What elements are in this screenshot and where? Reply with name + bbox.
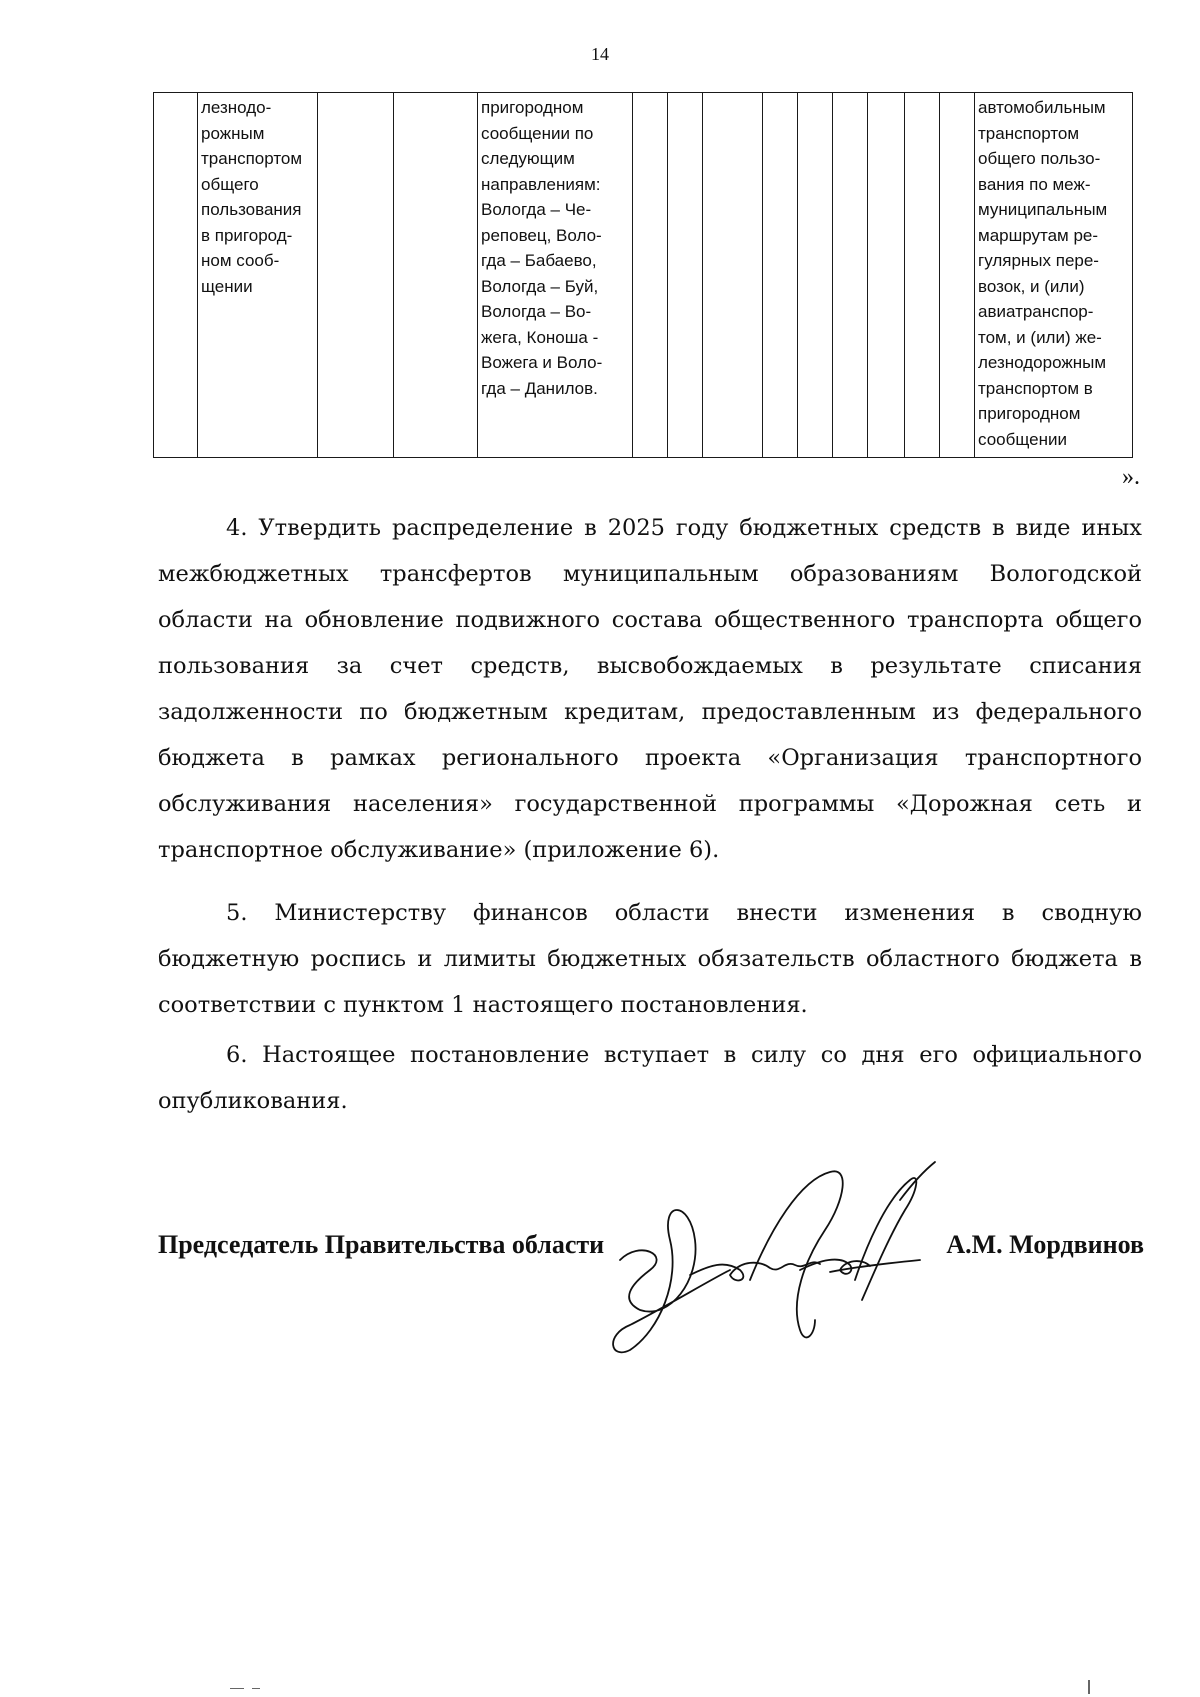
table-row: [154, 93, 1133, 458]
scan-artifact: [252, 1688, 260, 1689]
closing-quote: ».: [1122, 464, 1140, 490]
paragraph-5: 5. Министерству финансов области внести изменения в сводную бюджетную роспись и лимиты бюджетных обязательств областного бюджета в соответствии с пунктом 1 настоящего постановления.: [158, 900, 1142, 1018]
page-number: 14: [591, 44, 609, 64]
table-continuation: [153, 92, 1133, 458]
paragraph-6: 6. Настоящее постановление вступает в силу со дня его официального опубликования.: [158, 1042, 1142, 1114]
handwritten-signature: [600, 1160, 960, 1370]
table-cell-directions: пригородном сообщении по следующим направлениям: Вологда – Че- реповец, Воло- гда – Бабаево, Вологда – Буй, Вологда – Во- жега, Коноша - Вожега и Воло- гда – Данилов.: [478, 93, 633, 458]
table-cell: [633, 93, 668, 458]
signatory-name: А.М. Мордвинов: [946, 1230, 1144, 1259]
table-cell-executor: лезнодо- рожным транспортом общего пользования в пригород- ном сооб- щении: [198, 93, 318, 458]
table-cell-indicator: автомобильным транспортом общего пользо- вания по меж- муниципальным маршрутам ре- гулярных пере- возок, и (или) авиатранспор- том, и (или) же- лезнодорожным транспортом в пригородном сообщении: [975, 93, 1133, 458]
table-cell: [833, 93, 868, 458]
table-cell: [940, 93, 975, 458]
table-cell: [905, 93, 940, 458]
signatory-position: Председатель Правительства области: [158, 1230, 605, 1259]
table-cell: [868, 93, 905, 458]
paragraph-4: 4. Утвердить распределение в 2025 году бюджетных средств в виде иных межбюджетных трансфертов муниципальным образованиям Вологодской области на обновление подвижного состава общественного транспорта общего пользования за счет средств, высвобождаемых в результате списания задолженности по бюджетным кредитам, предоставленным из федерального бюджета в рамках регионального проекта «Организация транспортного обслуживания населения» государственной программы «Дорожная сеть и транспортное обслуживание» (приложение 6).: [158, 515, 1142, 863]
table-cell: [318, 93, 394, 458]
table-cell: [668, 93, 703, 458]
table-cell: [394, 93, 478, 458]
table-cell: [798, 93, 833, 458]
table-cell: [763, 93, 798, 458]
scan-artifact: [230, 1688, 244, 1689]
table-cell: [154, 93, 198, 458]
scan-artifact: [1088, 1680, 1090, 1694]
table-cell: [703, 93, 763, 458]
